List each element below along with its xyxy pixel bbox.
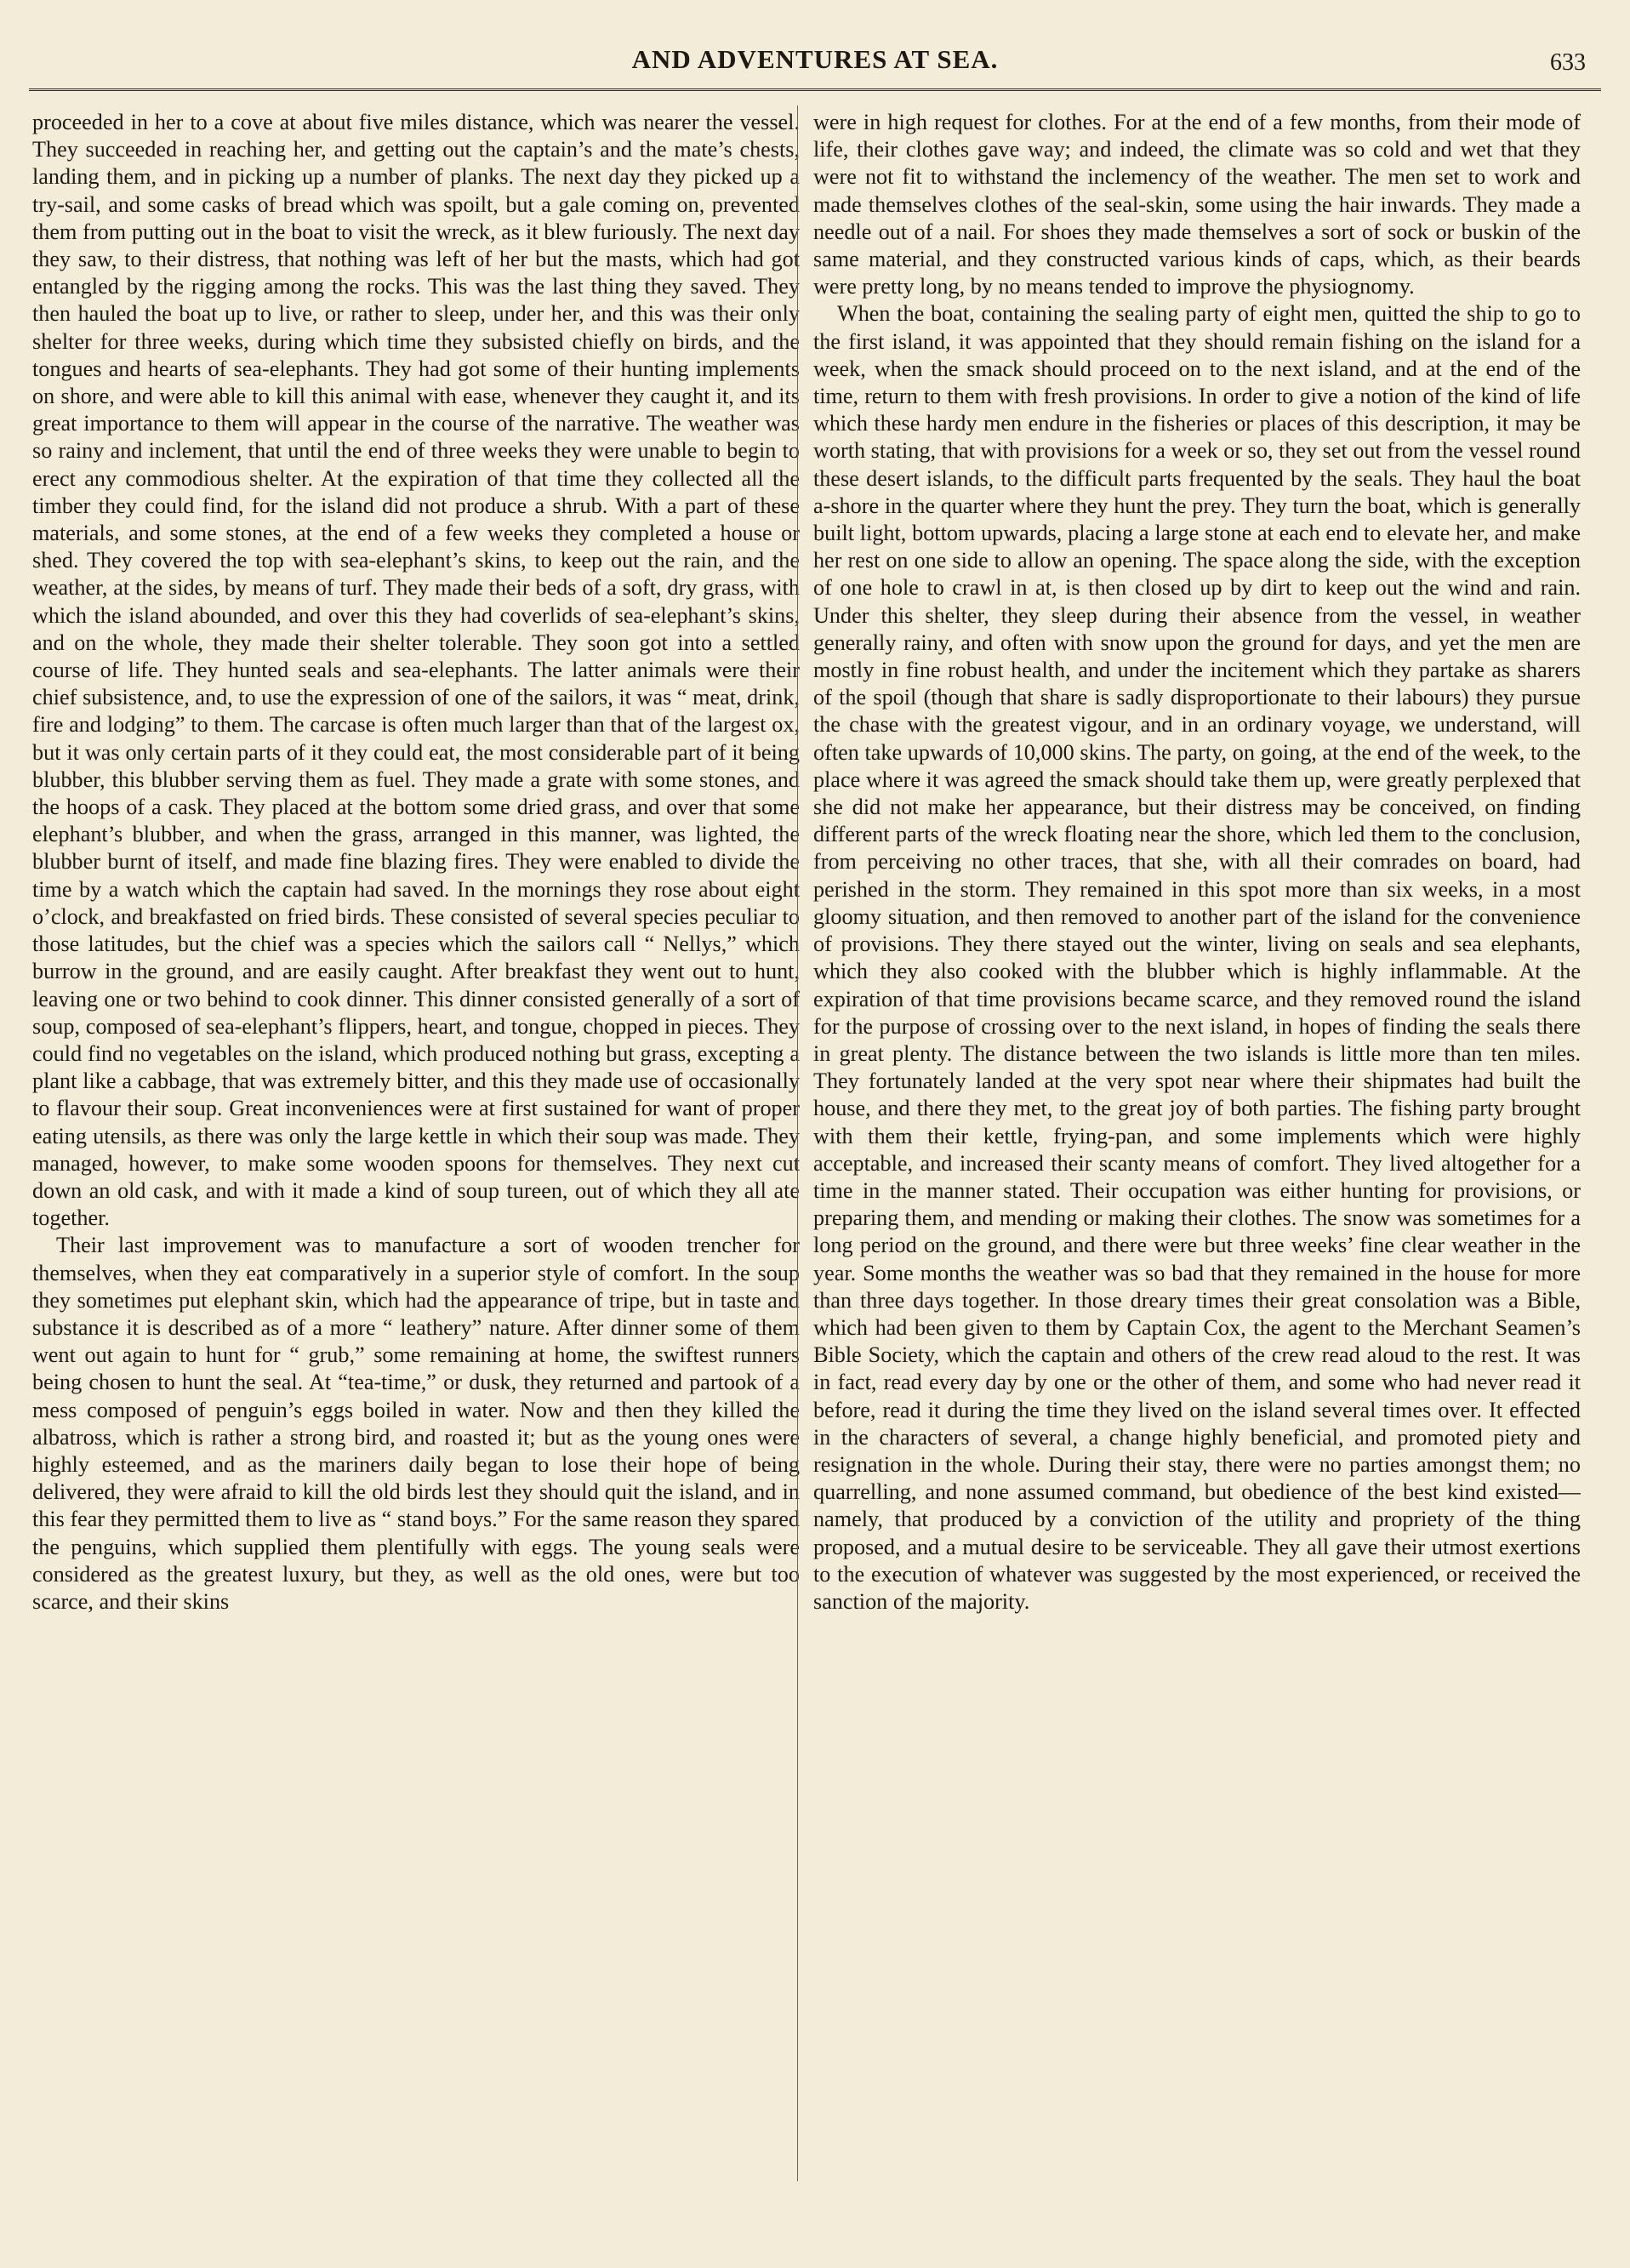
running-title: AND ADVENTURES AT SEA. (631, 44, 999, 74)
paragraph: proceeded in her to a cove at about five miles distance, which was nearer the vessel. They succeeded in reaching her, and getting out the captain’s and the mate’s chests, landing them, and in picking up a number of planks. The next day they picked up a try-sail, and some casks of bread which was spoilt, but a gale coming on, prevented them from putting out in the boat to visit the wreck, as it blew furiously. The next day they saw, to their distress, that nothing was left of her but the masts, which had got entangled by the rigging among the rocks. This was the last thing they saved. They then hauled the boat up to live, or rather to sleep, under her, and this was their only shelter for three weeks, during which time they subsisted chiefly on birds, and the tongues and hearts of sea-elephants. They had got some of their hunting implements on shore, and were able to kill this animal with ease, whenever they caught it, and its great importance to them will appear in the course of the narrative. The weather was so rainy and inclement, that until the end of three weeks they were unable to begin to erect any commodious shelter. At the expiration of that time they collected all the timber they could find, for the island did not produce a shrub. With a part of these materials, and some stones, at the end of a few weeks they completed a house or shed. They covered the top with sea-elephant’s skins, to keep out the rain, and the weather, at the sides, by means of turf. They made their beds of a soft, dry grass, with which the island abounded, and over this they had coverlids of sea-elephant’s skins, and on the whole, they made their shelter tolerable. They soon got into a settled course of life. They hunted seals and sea-elephants. The latter animals were their chief subsistence, and, to use the expression of one of the sailors, it was “ meat, drink, fire and lodging” to them. The carcase is often much larger than that of the largest ox, but it was only certain parts of it they could eat, the most considerable part of it being blubber, this blubber serving them as fuel. They made a grate with some stones, and the hoops of a cask. They placed at the bottom some dried grass, and over that some elephant’s blubber, and when the grass, arranged in this manner, was lighted, the blubber burnt of itself, and made fine blazing fires. They were enabled to divide the time by a watch which the captain had saved. In the mornings they rose about eight o’clock, and breakfasted on fried birds. These consisted of several species peculiar to those latitudes, but the chief was a species which the sailors call “ Nellys,” which burrow in the ground, and are easily caught. After breakfast they went out to hunt, leaving one or two behind to cook dinner. This dinner consisted generally of a sort of soup, composed of sea-elephant’s flippers, heart, and tongue, chopped in pieces. They could find no vegetables on the island, which produced nothing but grass, excepting a plant like a cabbage, that was extremely bitter, and this they made use of occasionally to flavour their soup. Great inconveniences were at first sustained for want of proper eating utensils, as there was only the large kettle in which their soup was made. They managed, however, to make some wooden spoons for themselves. They next cut down an old cask, and with it made a kind of soup tureen, out of which they all ate together. (32, 110, 800, 1231)
column-divider (797, 105, 798, 2181)
right-column (813, 109, 1581, 2210)
left-column (32, 109, 800, 2210)
paragraph: When the boat, containing the sealing party of eight men, quitted the ship to go to the first island, it was appointed that they should remain fishing on the island for a week, when the smack should proceed on to the next island, and at the end of the time, return to them with fresh provisions. In order to give a notion of the kind of life which these hardy men endure in the fisheries or places of this description, it may be worth stating, that with provisions for a week or so, they set out from the vessel round these desert islands, to the difficult parts frequented by the seals. They haul the boat a-shore in the quarter where they hunt the prey. They turn the boat, which is generally built light, bottom upwards, placing a large stone at each end to elevate her, and make her rest on one side to allow an opening. The space along the side, with the exception of one hole to crawl in at, is then closed up by dirt to keep out the wind and rain. Under this shelter, they sleep during their absence from the vessel, in weather generally rainy, and often with snow upon the ground for days, and yet the men are mostly in fine robust health, and under the incitement which they partake as sharers of the spoil (though that share is sadly disproportionate to their labours) they pursue the chase with the greatest vigour, and in an ordinary voyage, we understand, will often take upwards of 10,000 skins. The party, on going, at the end of the week, to the place where it was agreed the smack should take them up, were greatly perplexed that she did not make her appearance, but their distress may be conceived, on finding different parts of the wreck floating near the shore, which led them to the conclusion, from perceiving no other traces, that she, with all their comrades on board, had perished in the storm. They remained in this spot more than six weeks, in a most gloomy situation, and then removed to another part of the island for the convenience of provisions. They there stayed out the winter, living on seals and sea elephants, which they also cooked with the blubber which is highly inflammable. At the expiration of that time provisions became scarce, and they removed round the island for the purpose of crossing over to the next island, in hopes of finding the seals there in great plenty. The distance between the two islands is little more than ten miles. They fortunately landed at the very spot near where their shipmates had built the house, and there they met, to the great joy of both parties. The fishing party brought with them their kettle, frying-pan, and some implements which were highly acceptable, and increased their scanty means of comfort. They lived altogether for a time in the manner stated. Their occupation was either hunting for provisions, or preparing them, and mending or making their clothes. The snow was sometimes for a long period on the ground, and there were but three weeks’ fine clear weather in the year. Some months the weather was so bad that they remained in the house for more than three days together. In those dreary times their great consolation was a Bible, which had been given to them by Captain Cox, the agent to the Merchant Seamen’s Bible Society, which the captain and others of the crew read aloud to the rest. It was in fact, read every day by one or the other of them, and some who had never read it before, read it during the time they lived on the island several times over. It effected in the characters of several, a change highly beneficial, and promoted piety and resignation in the whole. During their stay, there were no parties amongst them; no quarrelling, and none assumed command, but obedience of the best kind existed—namely, that produced by a conviction of the utility and propriety of the thing proposed, and a mutual desire to be serviceable. They all gave their utmost exertions to the execution of whatever was suggested by the most experienced, or received the sanction of the majority. (813, 301, 1581, 1614)
paragraph: were in high request for clothes. For at the end of a few months, from their mode of life, their clothes gave way; and indeed, the climate was so cold and wet that they were not fit to withstand the inclemency of the weather. The men set to work and made themselves clothes of the seal-skin, some using the hair inwards. They made a needle out of a nail. For shoes they made themselves a sort of sock or buskin of the same material, and they constructed various kinds of caps, which, as their beards were pretty long, by no means tended to improve the physiognomy. (813, 110, 1581, 299)
running-header (34, 44, 1596, 82)
paragraph: Their last improvement was to manufacture a sort of wooden trencher for themselves, when they eat comparatively in a superior style of comfort. In the soup they sometimes put elephant skin, which had the appearance of tripe, but in taste and substance it is described as of a more “ leathery” nature. After dinner some of them went out again to hunt for “ grub,” some remaining at home, the swiftest runners being chosen to hunt the seal. At “tea-time,” or dusk, they returned and partook of a mess composed of penguin’s eggs boiled in water. Now and then they killed the albatross, which is rather a strong bird, and roasted it; but as the young ones were highly esteemed, and as the mariners daily began to lose their hope of being delivered, they were afraid to kill the old birds lest they should quit the island, and in this fear they permitted them to live as “ stand boys.” For the same reason they spared the penguins, which supplied them plentifully with eggs. The young seals were considered as the greatest luxury, but they, as well as the old ones, were but too scarce, and their skins (32, 1233, 800, 1614)
header-rule (29, 88, 1601, 91)
page-number: 633 (1550, 49, 1586, 76)
